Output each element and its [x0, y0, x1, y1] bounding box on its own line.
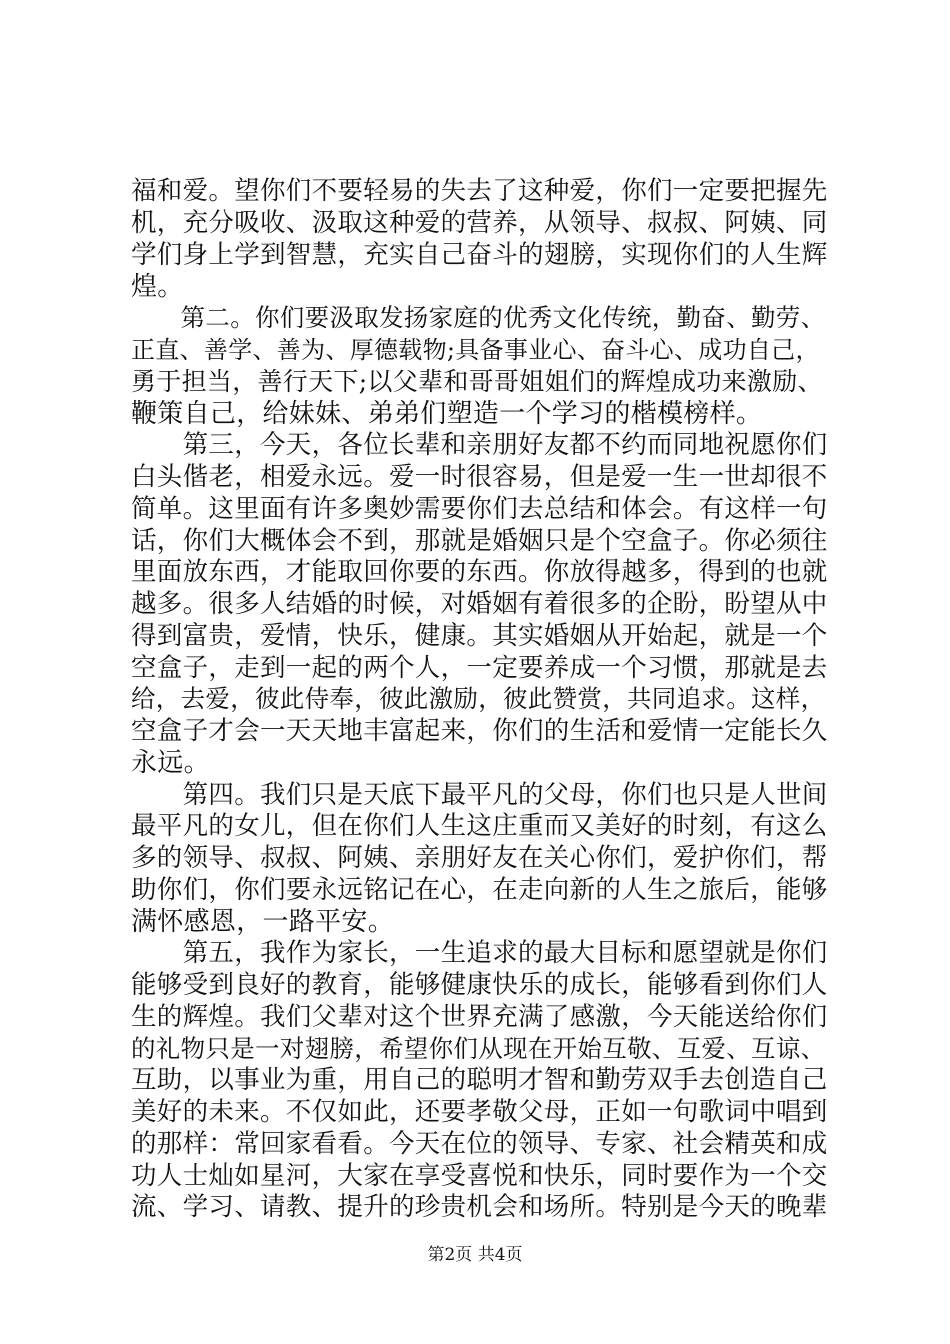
- text-line: 简单。这里面有许多奥妙需要你们去总结和体会。有这样一句: [131, 494, 828, 524]
- text-line: 鞭策自己，给妹妹、弟弟们塑造一个学习的楷模榜样。: [131, 399, 763, 429]
- text-line: 得到富贵，爱情，快乐，健康。其实婚姻从开始起，就是一个: [131, 621, 828, 651]
- text-line: 的那样：常回家看看。今天在位的领导、专家、社会精英和成: [131, 1129, 828, 1159]
- text-line: 能够受到良好的教育，能够健康快乐的成长，能够看到你们人: [131, 970, 828, 1000]
- text-line: 里面放东西，才能取回你要的东西。你放得越多，得到的也就: [131, 557, 828, 587]
- text-line: 第四。我们只是天底下最平凡的父母，你们也只是人世间: [131, 780, 828, 810]
- text-line: 美好的未来。不仅如此，还要孝敬父母，正如一句歌词中唱到: [131, 1097, 828, 1127]
- text-line: 永远。: [131, 748, 210, 778]
- text-line: 机，充分吸收、汲取这种爱的营养，从领导、叔叔、阿姨、同: [131, 208, 828, 238]
- text-line: 学们身上学到智慧，充实自己奋斗的翅膀，实现你们的人生辉: [131, 240, 828, 270]
- text-line: 生的辉煌。我们父辈对这个世界充满了感激，今天能送给你们: [131, 1002, 828, 1032]
- text-line: 煌。: [131, 272, 184, 302]
- text-line: 助你们，你们要永远铭记在心，在走向新的人生之旅后，能够: [131, 875, 828, 905]
- text-line: 多的领导、叔叔、阿姨、亲朋好友在关心你们，爱护你们，帮: [131, 843, 828, 873]
- text-line: 话，你们大概体会不到，那就是婚姻只是个空盒子。你必须往: [131, 526, 828, 556]
- text-line: 给，去爱，彼此侍奉，彼此激励，彼此赞赏，共同追求。这样，: [131, 684, 826, 713]
- text-line: 正直、善学、善为、厚德载物;具备事业心、奋斗心、成功自己，: [131, 336, 820, 364]
- text-line: 第三，今天，各位长辈和亲朋好友都不约而同地祝愿你们: [131, 430, 828, 460]
- text-line: 福和爱。望你们不要轻易的失去了这种爱，你们一定要把握先: [131, 176, 828, 206]
- text-line: 第二。你们要汲取发扬家庭的优秀文化传统，勤奋、勤劳、: [131, 303, 826, 332]
- text-line: 满怀感恩，一路平安。: [131, 907, 395, 937]
- text-line: 白头偕老，相爱永远。爱一时很容易，但是爱一生一世却很不: [131, 462, 828, 492]
- text-line: 越多。很多人结婚的时候，对婚姻有着很多的企盼，盼望从中: [131, 589, 828, 619]
- text-line: 空盒子，走到一起的两个人，一定要养成一个习惯，那就是去: [131, 653, 828, 683]
- text-line: 最平凡的女儿，但在你们人生这庄重而又美好的时刻，有这么: [131, 811, 828, 841]
- text-line: 空盒子才会一天天地丰富起来，你们的生活和爱情一定能长久: [131, 716, 828, 746]
- text-line: 互助，以事业为重，用自己的聪明才智和勤劳双手去创造自己: [131, 1065, 828, 1095]
- text-line: 流、学习、请教、提升的珍贵机会和场所。特别是今天的晚辈: [131, 1192, 828, 1222]
- page-number-footer: 第2页 共4页: [427, 1245, 523, 1265]
- text-line: 的礼物只是一对翅膀，希望你们从现在开始互敬、互爱、互谅、: [131, 1034, 826, 1063]
- text-line: 第五，我作为家长，一生追求的最大目标和愿望就是你们: [131, 938, 828, 968]
- text-line: 勇于担当，善行天下;以父辈和哥哥姐姐们的辉煌成功来激励、: [131, 367, 823, 396]
- text-line: 功人士灿如星河，大家在享受喜悦和快乐，同时要作为一个交: [131, 1161, 828, 1191]
